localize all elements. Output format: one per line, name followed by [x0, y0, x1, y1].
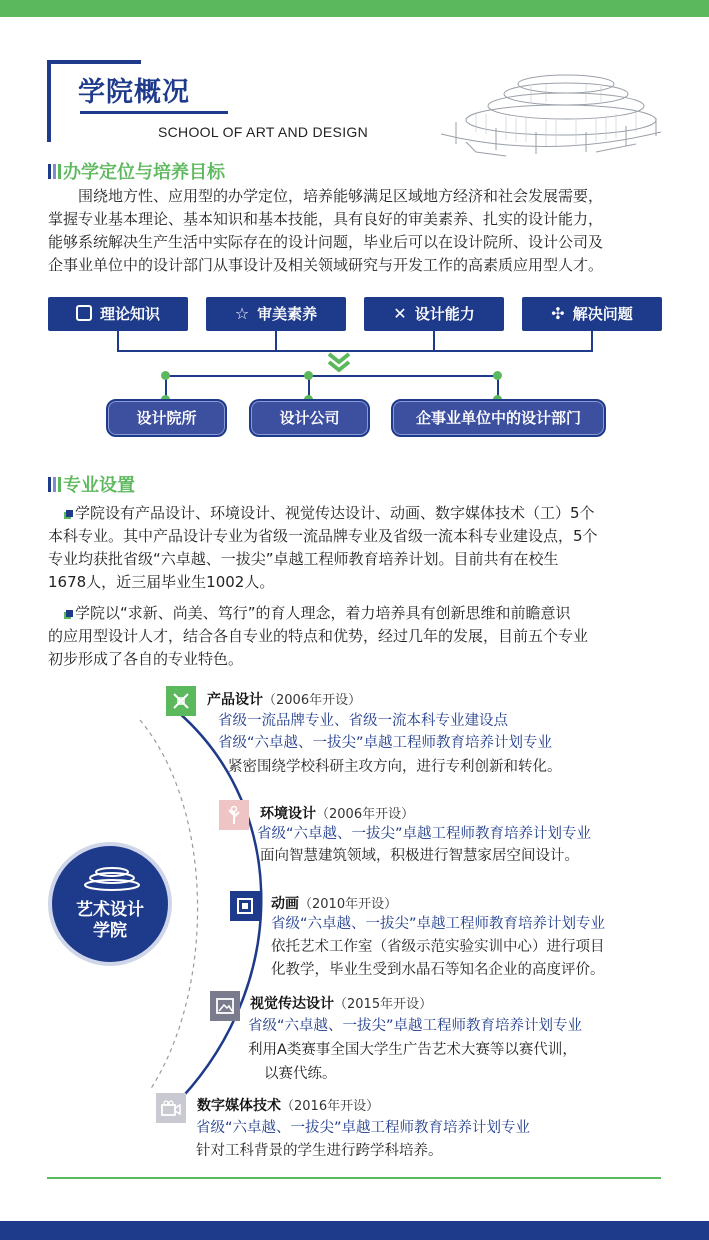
- destination-design-institute: 设计院所: [106, 399, 227, 437]
- major-feature-line: 面向智慧建筑领域，积极进行智慧家居空间设计。: [260, 848, 579, 864]
- destination-enterprise-department: 企事业单位中的设计部门: [391, 399, 606, 437]
- ability-box-aesthetics: ☆ 审美素养: [206, 297, 346, 331]
- connector-line: [591, 331, 593, 352]
- major-honor-line: 省级“六卓越、一拔尖”卓越工程师教育培养计划专业: [218, 735, 553, 751]
- major-honor-line: 省级一流品牌专业、省级一流本科专业建设点: [218, 713, 508, 729]
- major-honor-line: 省级“六卓越、一拔尖”卓越工程师教育培养计划专业: [271, 916, 606, 932]
- double-chevron-down-icon: [326, 352, 352, 374]
- bullet-icon: [66, 510, 73, 517]
- major-digital-media: 数字媒体技术（2016年开设）: [197, 1098, 380, 1114]
- connector-dot: [304, 371, 313, 380]
- puzzle-icon: ✣: [551, 304, 565, 323]
- connector-line: [117, 331, 119, 352]
- major-environment-design: 环境设计（2006年开设）: [260, 806, 415, 822]
- major-feature-line: 针对工科背景的学生进行跨学科培养。: [196, 1143, 443, 1159]
- major-feature-line: 紧密围绕学校科研主攻方向，进行专利创新和转化。: [228, 759, 562, 775]
- connector-line: [165, 375, 498, 377]
- major-honor-line: 省级“六卓越、一拔尖”卓越工程师教育培养计划专业: [257, 826, 592, 842]
- major-feature-line: 以赛代练。: [264, 1066, 337, 1082]
- title-underline: [80, 111, 228, 114]
- building-sketch-illustration: [436, 62, 666, 157]
- positioning-paragraph: 围绕地方性、应用型的办学定位，培养能够满足区域地方经济和社会发展需要， 掌握专业基本理论、基本知识和基本技能，具有良好的审美素养、扎实的设计能力， 能够系统解决生产生活中实际存在的设计问题，毕业后可以在设计院所、设计公司及 企事业单位中的设计部门从事设计及相关领域研究与开发工作的高素质应用型人才。: [48, 187, 604, 274]
- ability-box-design: ✕ 设计能力: [364, 297, 504, 331]
- bottom-divider: [47, 1177, 661, 1179]
- destination-design-company: 设计公司: [249, 399, 370, 437]
- major-product-design: 产品设计（2006年开设）: [207, 692, 362, 708]
- product-design-icon: [166, 686, 196, 716]
- section-bars-icon: [48, 163, 63, 184]
- plant-icon: [219, 800, 249, 830]
- major-visual-communication: 视觉传达设计（2015年开设）: [250, 996, 433, 1012]
- ability-box-problem-solving: ✣ 解决问题: [522, 297, 662, 331]
- major-feature-line: 化教学，毕业生受到水晶石等知名企业的高度评价。: [271, 962, 605, 978]
- section-bars-icon: [48, 476, 63, 497]
- image-icon: [210, 991, 240, 1021]
- book-icon: [76, 305, 92, 321]
- connector-line: [433, 331, 435, 352]
- majors-paragraph-2: 学院以“求新、尚美、笃行”的育人理念，着力培养具有创新思维和前瞻意识 的应用型设计人才，结合各自专业的特点和优势，经过几年的发展，目前五个专业 初步形成了各自的专业特色。: [48, 604, 589, 668]
- bullet-icon: [66, 610, 73, 617]
- section-title-majors: 专业设置: [48, 471, 135, 497]
- majors-paragraph-1: 学院设有产品设计、环境设计、视觉传达设计、动画、数字媒体技术（工）5个 本科专业。其中产品设计专业为省级一流品牌专业及省级一流本科专业建设点，5个 专业均获批省级“六卓越、一拔尖”卓越工程师教育培养计划。目前共有在校生 1678人，近三届毕业生1002人。: [48, 504, 598, 591]
- connector-dot: [161, 371, 170, 380]
- ability-box-theory: 理论知识: [48, 297, 188, 331]
- video-camera-icon: [156, 1093, 186, 1123]
- connector-line: [275, 331, 277, 352]
- animation-icon: [230, 891, 260, 921]
- design-tools-icon: ✕: [393, 304, 407, 323]
- college-badge: 艺术设计 学院: [48, 842, 172, 966]
- page-title: 学院概况: [78, 77, 190, 108]
- major-feature-line: 利用A类赛事全国大学生广告艺术大赛等以赛代训，: [248, 1042, 577, 1058]
- connector-line: [117, 350, 593, 352]
- top-accent-bar: [0, 0, 709, 17]
- page-subtitle: SCHOOL OF ART AND DESIGN: [158, 124, 368, 140]
- major-animation: 动画（2010年开设）: [271, 896, 398, 912]
- section-title-positioning: 办学定位与培养目标: [48, 158, 225, 184]
- major-honor-line: 省级“六卓越、一拔尖”卓越工程师教育培养计划专业: [196, 1120, 531, 1136]
- connector-dot: [493, 371, 502, 380]
- building-logo-icon: [84, 866, 140, 892]
- bottom-accent-bar: [0, 1221, 709, 1240]
- star-icon: ☆: [234, 304, 250, 323]
- major-honor-line: 省级“六卓越、一拔尖”卓越工程师教育培养计划专业: [248, 1018, 583, 1034]
- major-feature-line: 依托艺术工作室（省级示范实验实训中心）进行项目: [271, 939, 605, 955]
